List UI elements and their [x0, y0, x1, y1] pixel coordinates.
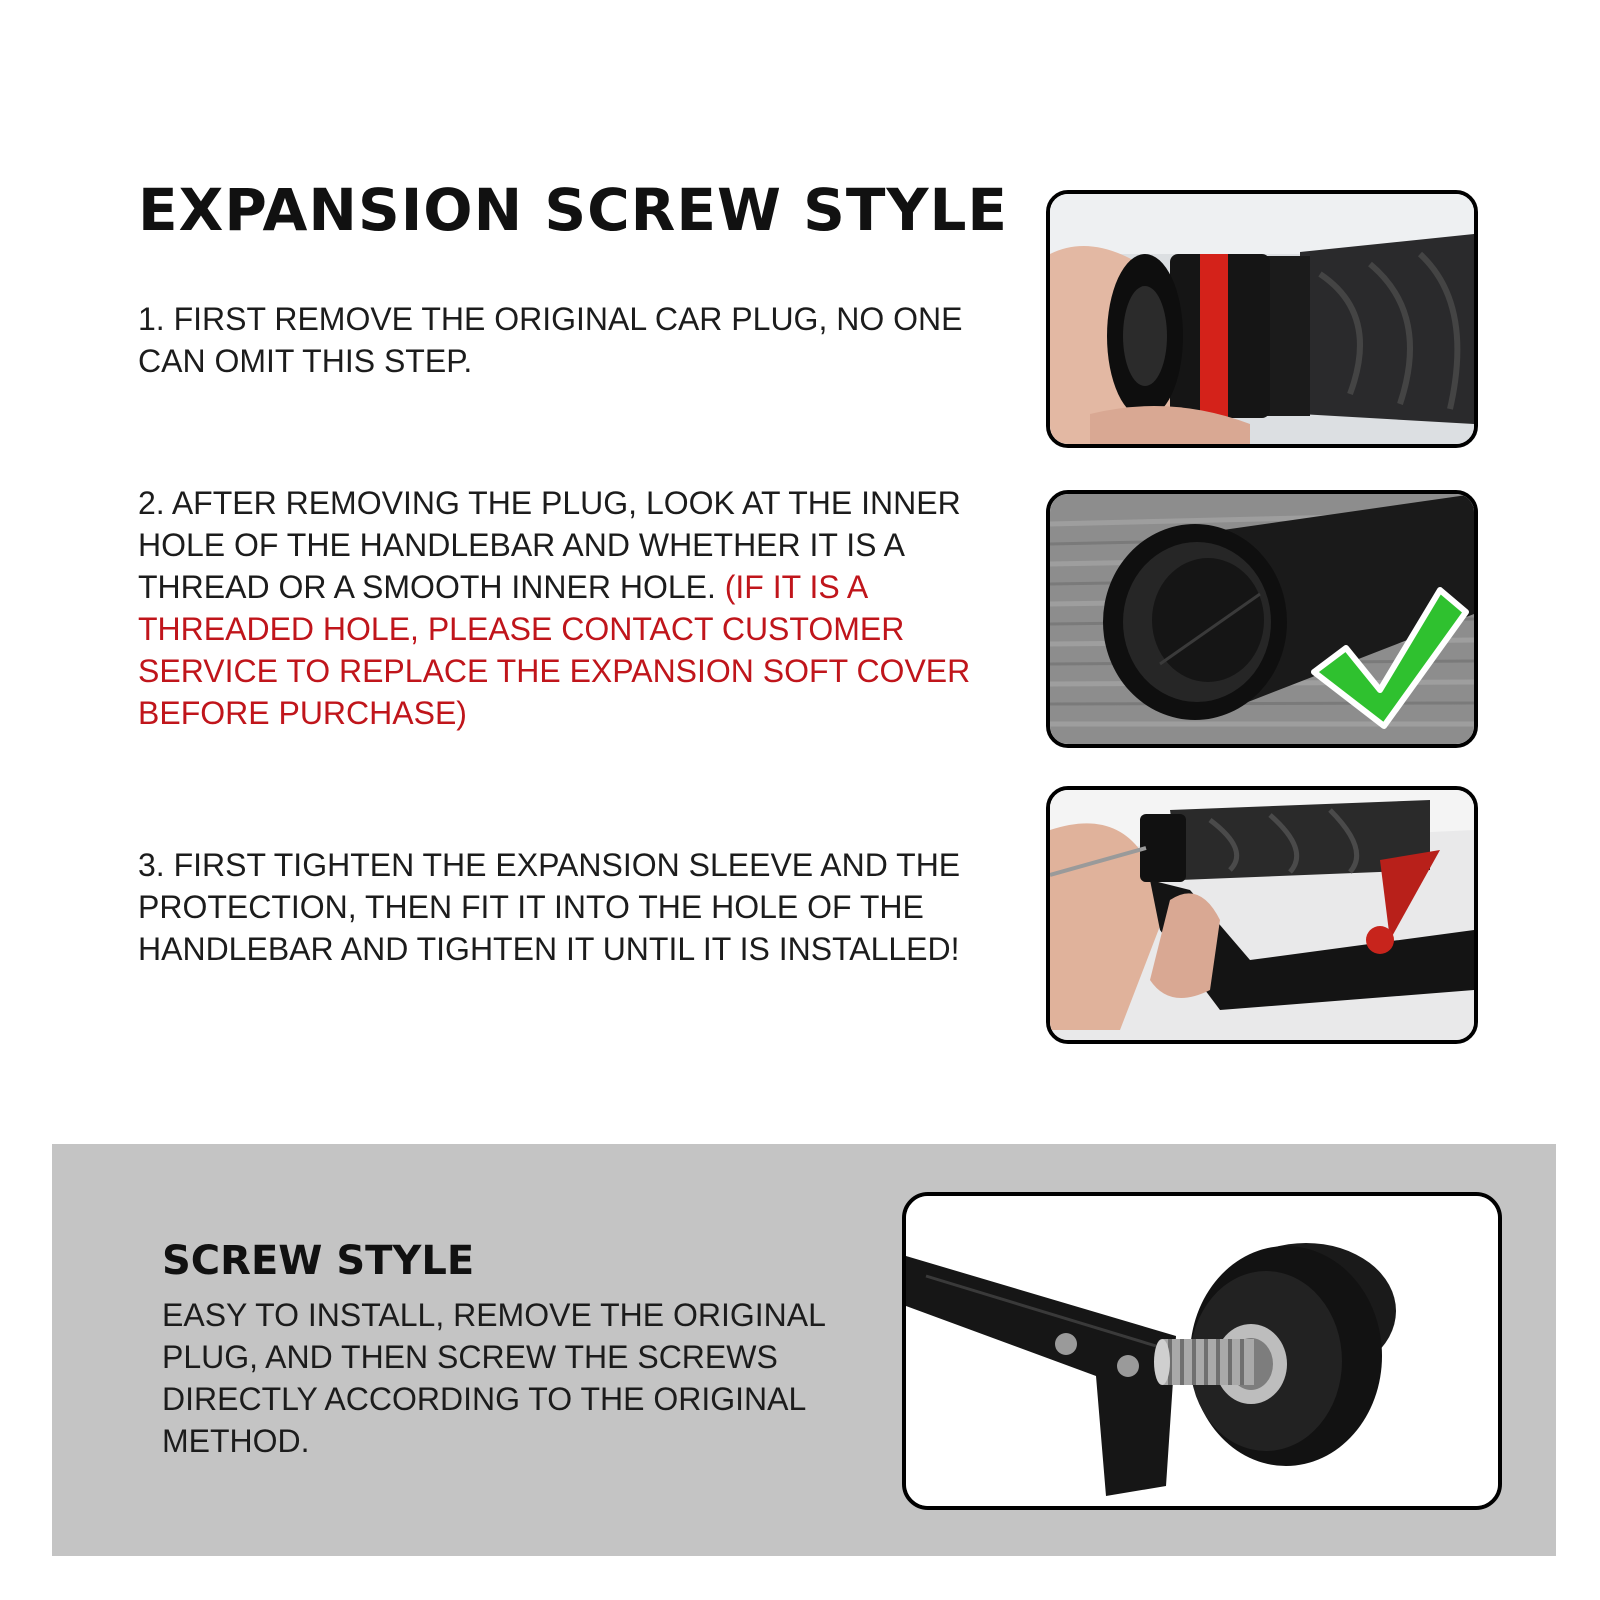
remove-plug-photo: [1046, 190, 1478, 448]
install-guard-photo: [1046, 786, 1478, 1044]
step-1-text: 1. FIRST REMOVE THE ORIGINAL CAR PLUG, NO ONE CAN OMIT THIS STEP.: [138, 301, 963, 379]
handlebar-hole-photo: [1046, 490, 1478, 748]
step-3-text: 3. FIRST TIGHTEN THE EXPANSION SLEEVE AND THE PROTECTION, THEN FIT IT INTO THE HOLE OF THE HANDLEBAR AND TIGHTEN IT UNTIL IT IS INSTALLED!: [138, 847, 961, 967]
page-title: EXPANSION SCREW STYLE: [138, 176, 1009, 244]
step-2-text: [138, 482, 1018, 734]
step-2-warning: (IF IT IS A THREADED HOLE, PLEASE CONTACT CUSTOMER SERVICE TO REPLACE THE EXPANSION SOFT COVER BEFORE PURCHASE): [138, 569, 971, 731]
screw-style-title: SCREW STYLE: [162, 1238, 475, 1284]
screw-style-photo: [902, 1192, 1502, 1510]
screw-style-description: EASY TO INSTALL, REMOVE THE ORIGINAL PLUG, AND THEN SCREW THE SCREWS DIRECTLY ACCORDING TO THE ORIGINAL METHOD.: [162, 1297, 825, 1459]
step-2-instruction: 2. AFTER REMOVING THE PLUG, LOOK AT THE INNER HOLE OF THE HANDLEBAR AND WHETHER IT IS A THREAD OR A SMOOTH INNER HOLE.: [138, 485, 961, 605]
